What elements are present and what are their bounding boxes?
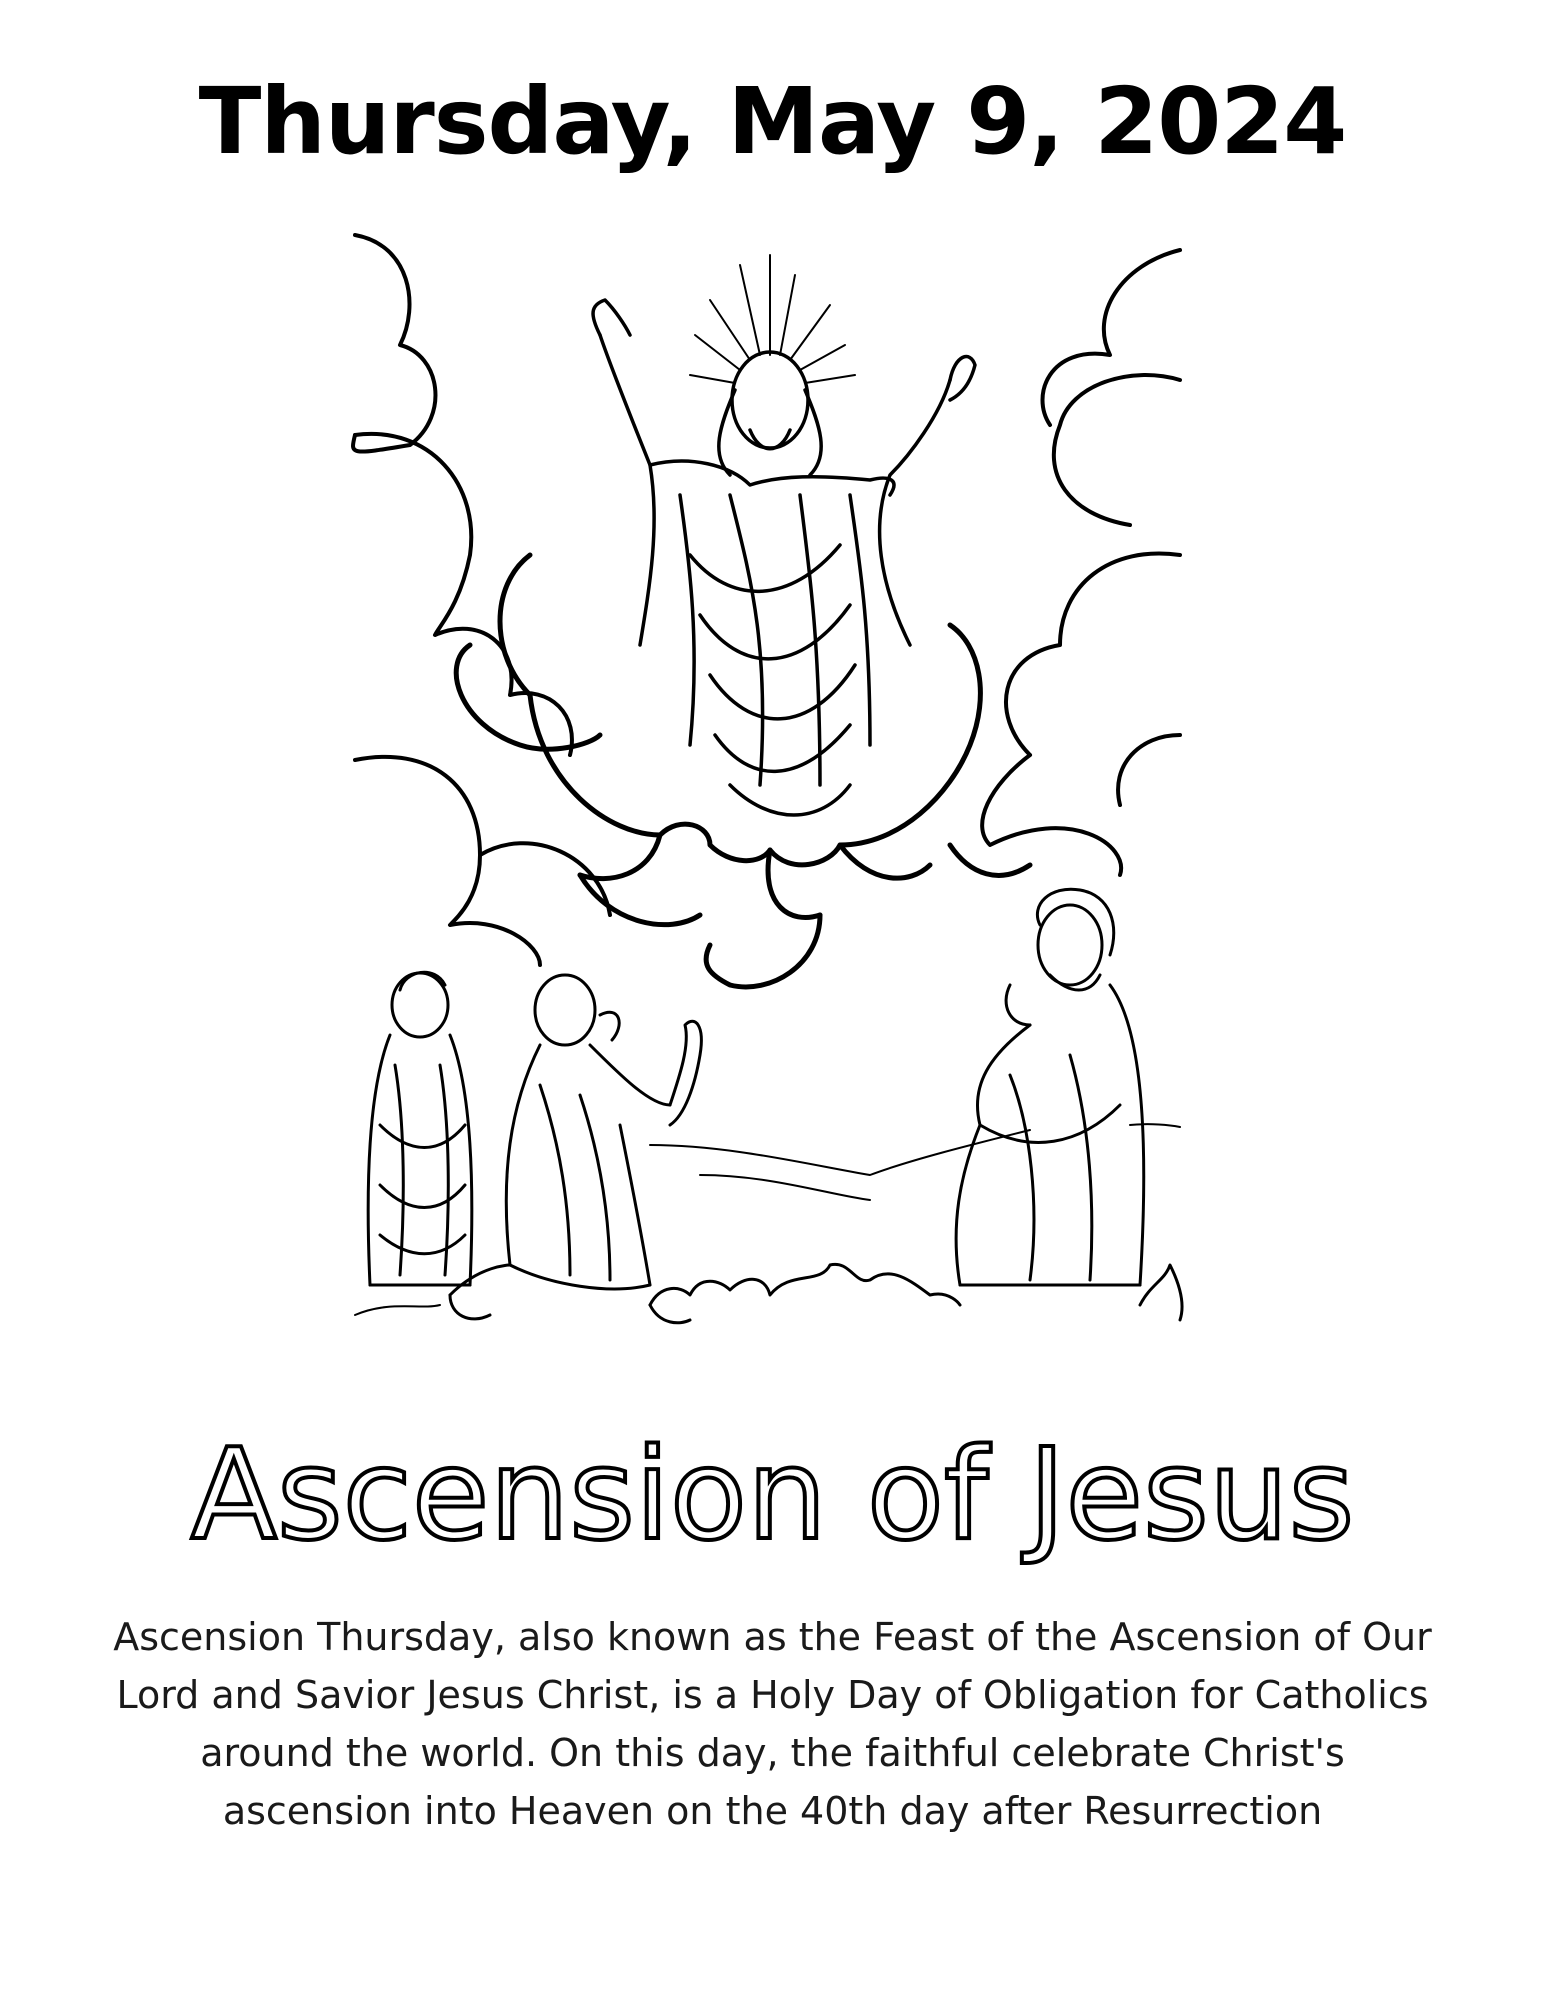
grass	[650, 1264, 1182, 1322]
ascension-illustration	[350, 225, 1185, 1375]
right-disciple	[956, 889, 1144, 1285]
central-cloud	[456, 555, 1030, 987]
feast-title: Ascension of Jesus	[190, 1421, 1355, 1568]
kneeling-disciple	[450, 975, 701, 1319]
jesus-figure	[593, 300, 975, 815]
right-clouds	[982, 250, 1180, 875]
feast-description: Ascension Thursday, also known as the Feast of the Ascension of Our Lord and Savior Jesus Christ, is a Holy Day of Obligation for Catholics around the world. On this day, the faithful celebrate Christ's ascension into Heaven on the 40th day after Resurrection	[113, 1615, 1432, 1833]
left-disciple	[368, 972, 472, 1285]
left-clouds	[353, 235, 610, 965]
date-heading: Thursday, May 9, 2024	[198, 68, 1347, 175]
halo-rays	[690, 255, 855, 383]
